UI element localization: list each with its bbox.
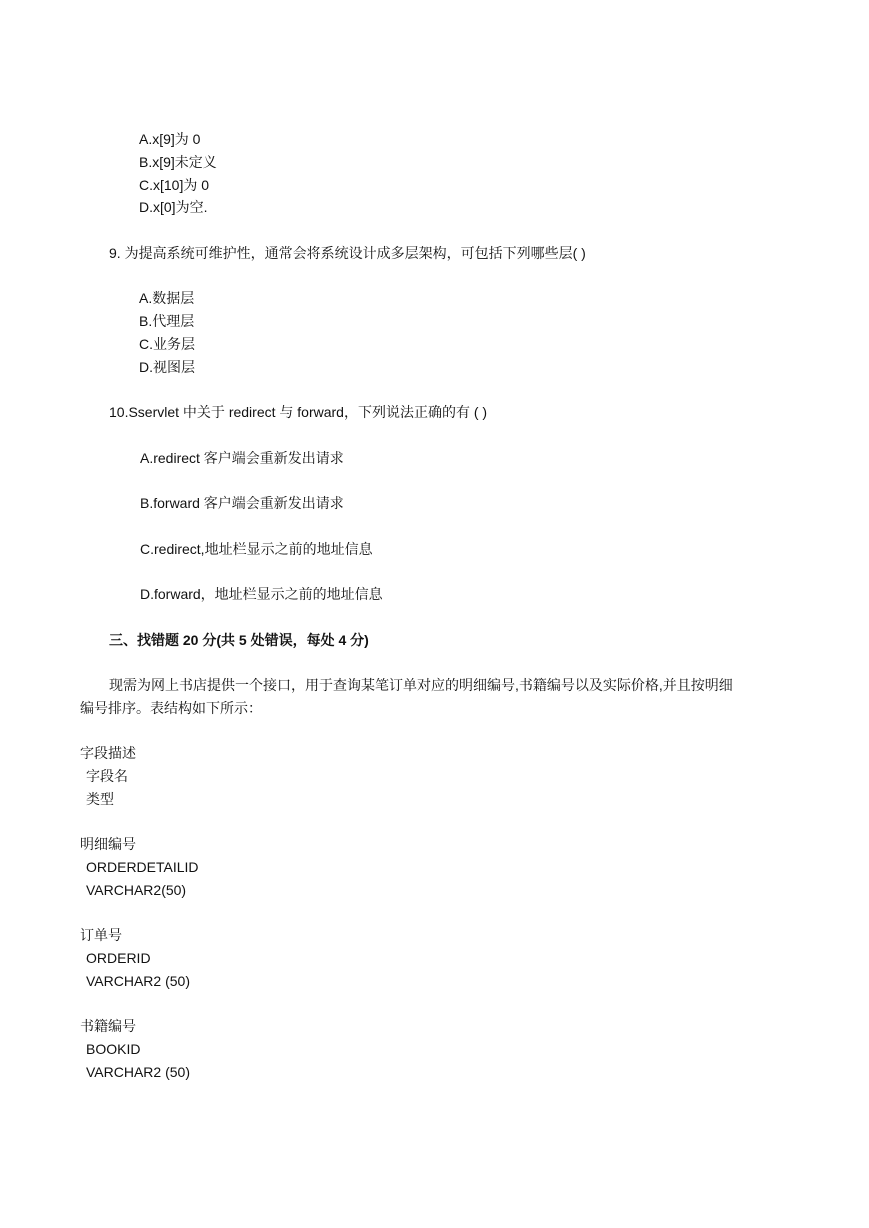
table-row3-type: VARCHAR2 (50) (86, 1064, 190, 1080)
q8-option-a: A.x[9]为 0 (139, 131, 201, 147)
q10-option-c: C.redirect,地址栏显示之前的地址信息 (140, 541, 373, 557)
table-row2-description: 订单号 (80, 927, 122, 943)
table-row3-description: 书籍编号 (80, 1018, 136, 1034)
q10-option-d: D.forward，地址栏显示之前的地址信息 (140, 586, 383, 602)
table-header-description: 字段描述 (80, 745, 136, 761)
table-row2-type: VARCHAR2 (50) (86, 973, 190, 989)
q8-option-b: B.x[9]未定义 (139, 154, 217, 170)
q9-option-a: A.数据层 (139, 290, 195, 306)
q10-option-a: A.redirect 客户端会重新发出请求 (140, 450, 344, 466)
table-row1-type: VARCHAR2(50) (86, 882, 187, 898)
q9-option-d: D.视图层 (139, 359, 195, 375)
table-header-field-name: 字段名 (86, 768, 128, 784)
table-row1-description: 明细编号 (80, 836, 136, 852)
q10-option-b: B.forward 客户端会重新发出请求 (140, 495, 344, 511)
table-row2-field-name: ORDERID (86, 950, 151, 966)
section3-paragraph-line2: 编号排序。表结构如下所示： (80, 700, 262, 716)
section3-paragraph-line1: 现需为网上书店提供一个接口，用于查询某笔订单对应的明细编号,书籍编号以及实际价格,并且按明细 (109, 677, 733, 693)
section3-heading: 三、找错题 20 分(共 5 处错误，每处 4 分) (109, 632, 369, 648)
q8-option-d: D.x[0]为空. (139, 199, 208, 215)
table-row3-field-name: BOOKID (86, 1041, 141, 1057)
table-row1-field-name: ORDERDETAILID (86, 859, 199, 875)
q8-option-c: C.x[10]为 0 (139, 177, 210, 193)
q10-question: 10.Sservlet 中关于 redirect 与 forward，下列说法正确的有 ( ) (109, 404, 488, 420)
q9-question: 9. 为提高系统可维护性，通常会将系统设计成多层架构，可包括下列哪些层( ) (109, 245, 586, 261)
q9-option-c: C.业务层 (139, 336, 195, 352)
q9-option-b: B.代理层 (139, 313, 195, 329)
table-header-type: 类型 (86, 791, 114, 807)
